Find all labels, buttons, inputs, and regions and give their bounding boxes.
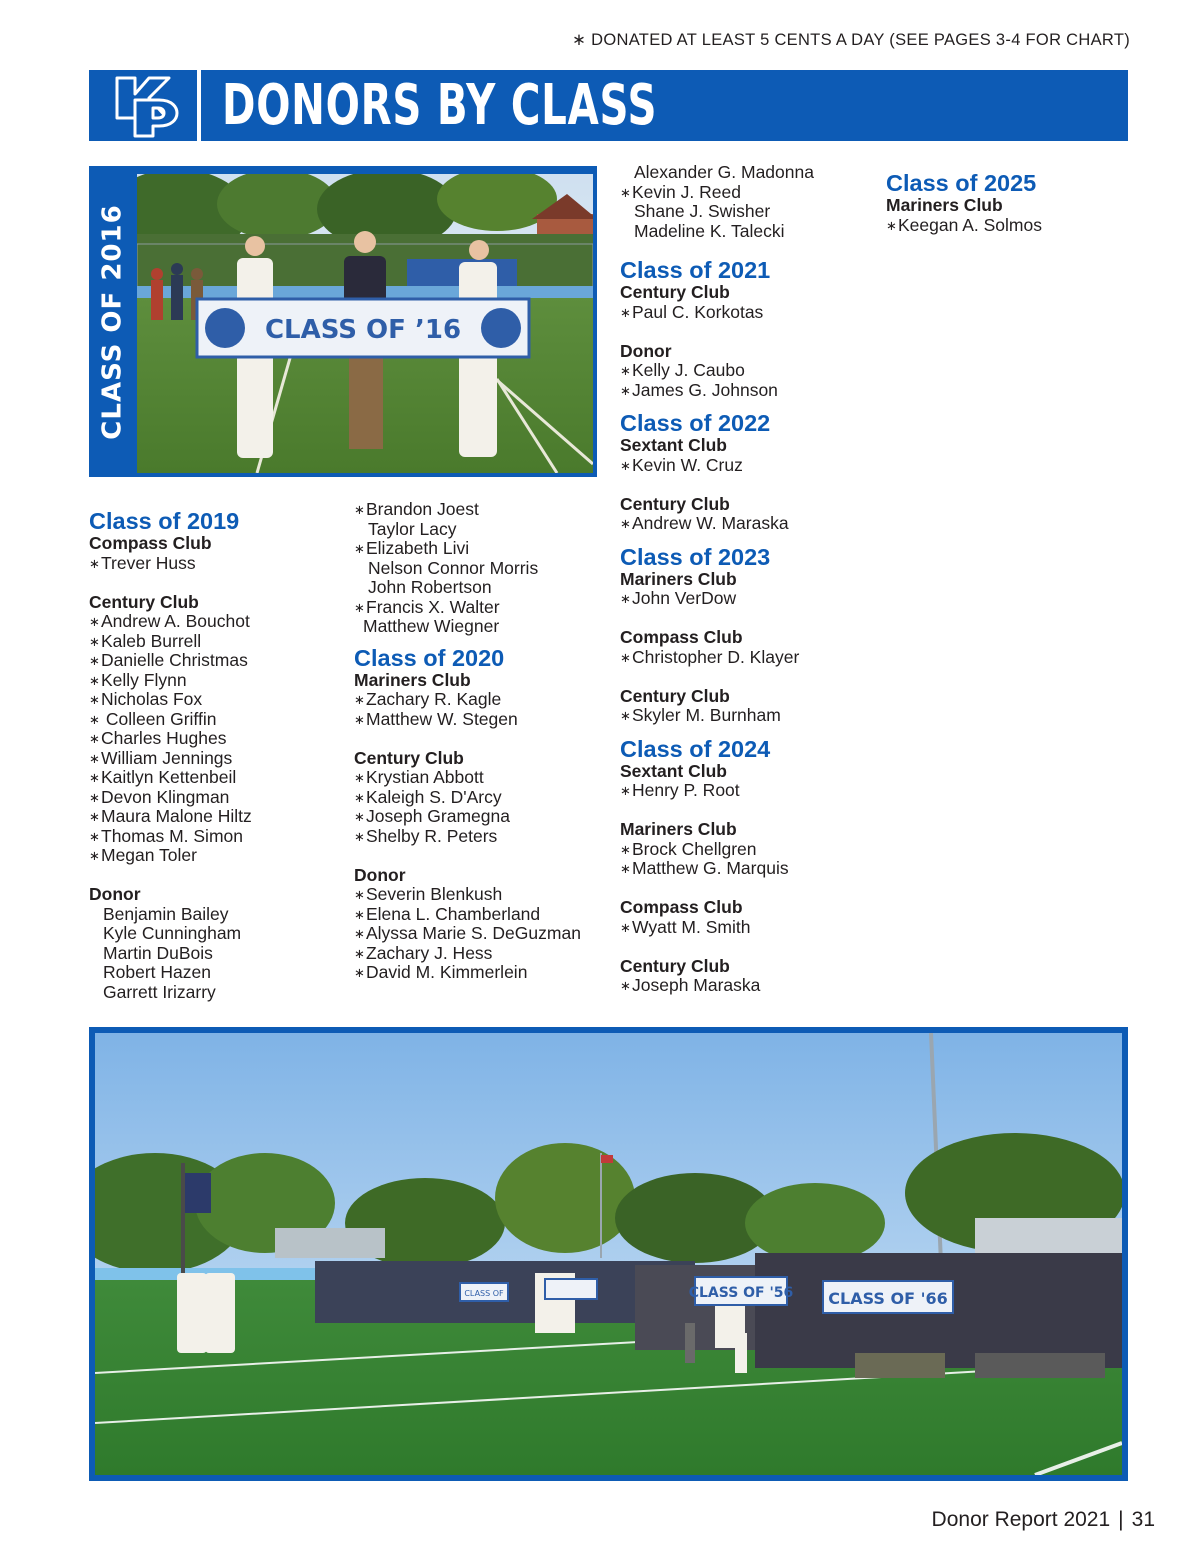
page-footer [932,1508,1155,1532]
club-heading: Compass Club [620,627,743,647]
club-heading: Sextant Club [620,435,727,455]
donor-name: Nelson Connor Morris [368,557,539,578]
donor-name: ∗Kelly Flynn [89,669,187,690]
donor-name: ∗Kaitlyn Kettenbeil [89,767,237,787]
class-of-2016-photo [89,166,597,477]
donor-name: ∗Nicholas Fox [89,689,203,709]
column-4 [886,170,1042,235]
donor-name: ∗Elizabeth Livi [354,538,470,558]
donor-name: Madeline K. Talecki [634,220,785,241]
parade-photo-illustration [95,1033,1122,1475]
class-heading: Class of 2023 [620,543,771,570]
donor-name: Benjamin Bailey [103,903,229,924]
donor-name: ∗Henry P. Root [620,780,740,800]
photo-side-label [92,169,134,474]
column-3 [620,163,814,996]
donor-name: ∗Wyatt M. Smith [620,916,751,937]
donor-name: ∗Severin Blenkush [354,884,503,904]
class-heading: Class of 2022 [620,410,771,436]
donor-name: ∗Krystian Abbott [354,767,484,787]
club-heading: Mariners Club [620,819,737,839]
club-heading: Century Club [620,282,730,302]
donor-name: ∗Kelly J. Caubo [620,360,745,380]
donor-name: ∗Shelby R. Peters [354,825,498,846]
club-heading: Mariners Club [886,195,1003,215]
chart-footnote: ∗ DONATED AT LEAST 5 CENTS A DAY (SEE PAGES 3-4 FOR CHART) [572,31,1130,49]
donor-name: ∗Brock Chellgren [620,838,757,859]
banner-divider [197,70,201,141]
donor-name: ∗Christopher D. Klayer [620,646,800,667]
side-label-text: CLASS OF 2016 [98,203,129,440]
club-heading: Century Club [354,747,464,768]
report-title: Donor Report 2021 [931,1508,1111,1531]
club-heading: Century Club [89,591,199,612]
donor-name: ∗Matthew G. Marquis [620,858,789,878]
donor-name: ∗Francis X. Walter [354,596,500,617]
class-heading: Class of 2024 [620,735,771,762]
donor-name: ∗Matthew W. Stegen [354,708,518,729]
column-1 [89,508,252,1002]
club-heading: Donor [354,864,406,885]
graduates-photo-illustration [137,174,593,473]
banner-text: CLASS OF '56 [688,1285,794,1301]
donor-name: Alexander G. Madonna [634,162,814,182]
donor-name: ∗Kevin J. Reed [620,181,741,202]
class-heading: Class of 2019 [89,508,240,534]
club-heading: Century Club [620,493,730,514]
donor-name: ∗Andrew W. Maraska [620,513,789,533]
donor-name: Martin DuBois [103,942,213,963]
donor-name: ∗Trever Huss [89,552,196,573]
class-heading: Class of 2020 [354,644,505,671]
donor-name: ∗Charles Hughes [89,728,227,748]
donor-name: Kyle Cunningham [103,923,242,943]
donor-name: ∗Paul C. Korkotas [620,301,764,322]
donor-name: ∗Andrew A. Bouchot [89,611,250,631]
donor-name: Robert Hazen [103,962,211,982]
donor-name: ∗Skyler M. Burnham [620,705,781,725]
donor-name: ∗Kevin W. Cruz [620,454,743,475]
donor-name: ∗John VerDow [620,588,737,608]
donor-name: ∗Devon Klingman [89,786,230,807]
donor-name: ∗David M. Kimmerlein [354,962,528,982]
banner-text: CLASS OF [464,1289,504,1298]
page-title: DONORS BY CLASS [222,73,658,138]
donor-name: Shane J. Swisher [634,201,771,221]
banner-text: CLASS OF ’16 [264,315,462,345]
donor-name: Garrett Irizarry [103,981,216,1002]
donor-name: ∗ Colleen Griffin [89,708,217,729]
donor-name: Matthew Wiegner [363,616,500,636]
donor-name: ∗Thomas M. Simon [89,825,243,846]
donor-name: ∗Brandon Joest [354,499,479,519]
banner-text: CLASS OF '66 [828,1289,948,1308]
donor-name: ∗Megan Toler [89,845,197,865]
club-heading: Century Club [620,685,730,706]
donor-name: ∗James G. Johnson [620,379,778,400]
donor-name: ∗Elena L. Chamberland [354,903,541,924]
donor-name: ∗Kaleigh S. D'Arcy [354,786,502,807]
club-heading: Donor [620,340,672,361]
club-heading: Mariners Club [620,568,737,589]
donor-name: ∗Maura Malone Hiltz [89,806,252,826]
alumni-parade-photo [89,1027,1128,1481]
class-heading: Class of 2025 [886,170,1037,196]
donor-name: ∗Zachary R. Kagle [354,689,502,709]
club-heading: Century Club [620,955,730,976]
donor-name: ∗Danielle Christmas [89,650,248,670]
kp-logo [89,70,195,141]
footer-separator: | [1118,1508,1124,1531]
donor-name: ∗Joseph Gramegna [354,806,510,826]
page-number: 31 [1131,1508,1155,1531]
donor-name: ∗Kaleb Burrell [89,630,202,651]
column-2 [354,500,581,983]
club-heading: Donor [89,884,141,904]
club-heading: Compass Club [620,897,743,917]
class-heading: Class of 2021 [620,257,771,283]
club-heading: Compass Club [89,533,212,553]
donor-name: ∗Zachary J. Hess [354,942,493,963]
donor-name: John Robertson [368,577,492,597]
donor-name: ∗Keegan A. Solmos [886,214,1042,235]
donor-name: ∗Alyssa Marie S. DeGuzman [354,923,581,943]
section-banner [89,70,1128,141]
club-heading: Mariners Club [354,669,471,690]
club-heading: Sextant Club [620,760,727,781]
donor-name: Taylor Lacy [368,518,457,539]
donor-name: ∗Joseph Maraska [620,975,761,995]
donor-name: ∗William Jennings [89,747,233,768]
